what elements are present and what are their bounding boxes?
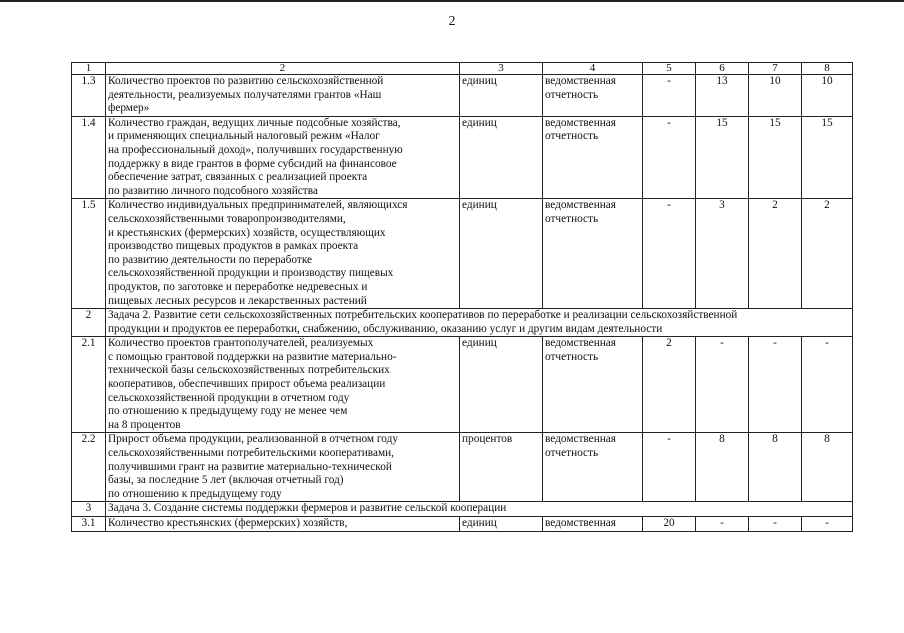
indicator-name: Количество проектов по развитию сельскохозяйственной деятельности, реализуемых получателями грантов «Наш фермер» (106, 75, 460, 117)
value-cell: 2 (643, 337, 696, 433)
top-border-line (0, 0, 904, 2)
row-number: 2.1 (72, 337, 106, 433)
unit-cell: единиц (460, 517, 543, 532)
unit-cell: единиц (460, 199, 543, 309)
source-cell: ведомственная отчетность (543, 199, 643, 309)
row-number: 3.1 (72, 517, 106, 532)
header-cell: 1 (72, 63, 106, 75)
header-cell: 2 (106, 63, 460, 75)
source-cell: ведомственная отчетность (543, 116, 643, 199)
header-cell: 3 (460, 63, 543, 75)
value-cell: 10 (802, 75, 853, 117)
indicator-name: Количество граждан, ведущих личные подсобные хозяйства, и применяющих специальный налоговый режим «Налог на профессиональный доход», получивших государственную поддержку в виде грантов в форме субсидий на финансовое обеспечение затрат, связанных с реализацией проекта по развитию личного подсобного хозяйства (106, 116, 460, 199)
task-title: Задача 3. Создание системы поддержки фермеров и развитие сельской кооперации (106, 502, 853, 517)
indicator-name: Количество крестьянских (фермерских) хозяйств, (106, 517, 460, 532)
value-cell: - (749, 337, 802, 433)
source-cell: ведомственная отчетность (543, 433, 643, 502)
value-cell: 15 (696, 116, 749, 199)
unit-cell: процентов (460, 433, 543, 502)
value-cell: - (643, 433, 696, 502)
row-number: 2.2 (72, 433, 106, 502)
value-cell: 15 (749, 116, 802, 199)
source-cell: ведомственная (543, 517, 643, 532)
unit-cell: единиц (460, 116, 543, 199)
row-number: 3 (72, 502, 106, 517)
value-cell: 2 (749, 199, 802, 309)
source-cell: ведомственная отчетность (543, 337, 643, 433)
indicator-name: Количество проектов грантополучателей, реализуемых с помощью грантовой поддержки на развитие материально- технической базы сельскохозяйственных потребительских кооперативов, обеспечивших прирост объема реализации сельскохозяйственной продукции в отчетном году по отношению к предыдущему году не менее чем на 8 процентов (106, 337, 460, 433)
value-cell: - (696, 337, 749, 433)
value-cell: 8 (749, 433, 802, 502)
page-number: 2 (448, 14, 456, 29)
task-row (72, 309, 853, 337)
row-number: 2 (72, 309, 106, 337)
unit-cell: единиц (460, 337, 543, 433)
indicator-row (72, 517, 853, 532)
header-cell: 5 (643, 63, 696, 75)
value-cell: 10 (749, 75, 802, 117)
indicator-name: Прирост объема продукции, реализованной в отчетном году сельскохозяйственными потребительскими кооперативами, получившими грант на развитие материально-технической базы, за последние 5 лет (включая отчетный год) по отношению к предыдущему году (106, 433, 460, 502)
header-cell: 4 (543, 63, 643, 75)
row-number: 1.3 (72, 75, 106, 117)
value-cell: 8 (802, 433, 853, 502)
table-header-row (72, 63, 853, 75)
indicator-row (72, 116, 853, 199)
source-cell: ведомственная отчетность (543, 75, 643, 117)
value-cell: - (643, 116, 696, 199)
header-cell: 7 (749, 63, 802, 75)
value-cell: - (802, 337, 853, 433)
value-cell: - (696, 517, 749, 532)
indicators-table (71, 62, 853, 532)
unit-cell: единиц (460, 75, 543, 117)
value-cell: 8 (696, 433, 749, 502)
value-cell: 3 (696, 199, 749, 309)
value-cell: 2 (802, 199, 853, 309)
task-row (72, 502, 853, 517)
value-cell: 15 (802, 116, 853, 199)
header-cell: 8 (802, 63, 853, 75)
header-cell: 6 (696, 63, 749, 75)
indicator-row (72, 75, 853, 117)
indicator-row (72, 337, 853, 433)
indicator-row (72, 199, 853, 309)
task-title: Задача 2. Развитие сети сельскохозяйственных потребительских кооперативов по переработке и реализации сельскохозяйственной продукции и продуктов ее переработки, снабжению, обслуживанию, оказанию услуг и другим видам деятельности (106, 309, 853, 337)
row-number: 1.5 (72, 199, 106, 309)
value-cell: - (749, 517, 802, 532)
value-cell: - (802, 517, 853, 532)
value-cell: 20 (643, 517, 696, 532)
row-number: 1.4 (72, 116, 106, 199)
value-cell: - (643, 75, 696, 117)
indicator-name: Количество индивидуальных предпринимателей, являющихся сельскохозяйственными товаропроизводителями, и крестьянских (фермерских) хозяйств, осуществляющих производство пищевых продуктов в рамках проекта по развитию деятельности по переработке сельскохозяйственной продукции и производству пищевых продуктов, по заготовке и переработке недревесных и пищевых лесных ресурсов и лекарственных растений (106, 199, 460, 309)
value-cell: 13 (696, 75, 749, 117)
indicator-row (72, 433, 853, 502)
value-cell: - (643, 199, 696, 309)
